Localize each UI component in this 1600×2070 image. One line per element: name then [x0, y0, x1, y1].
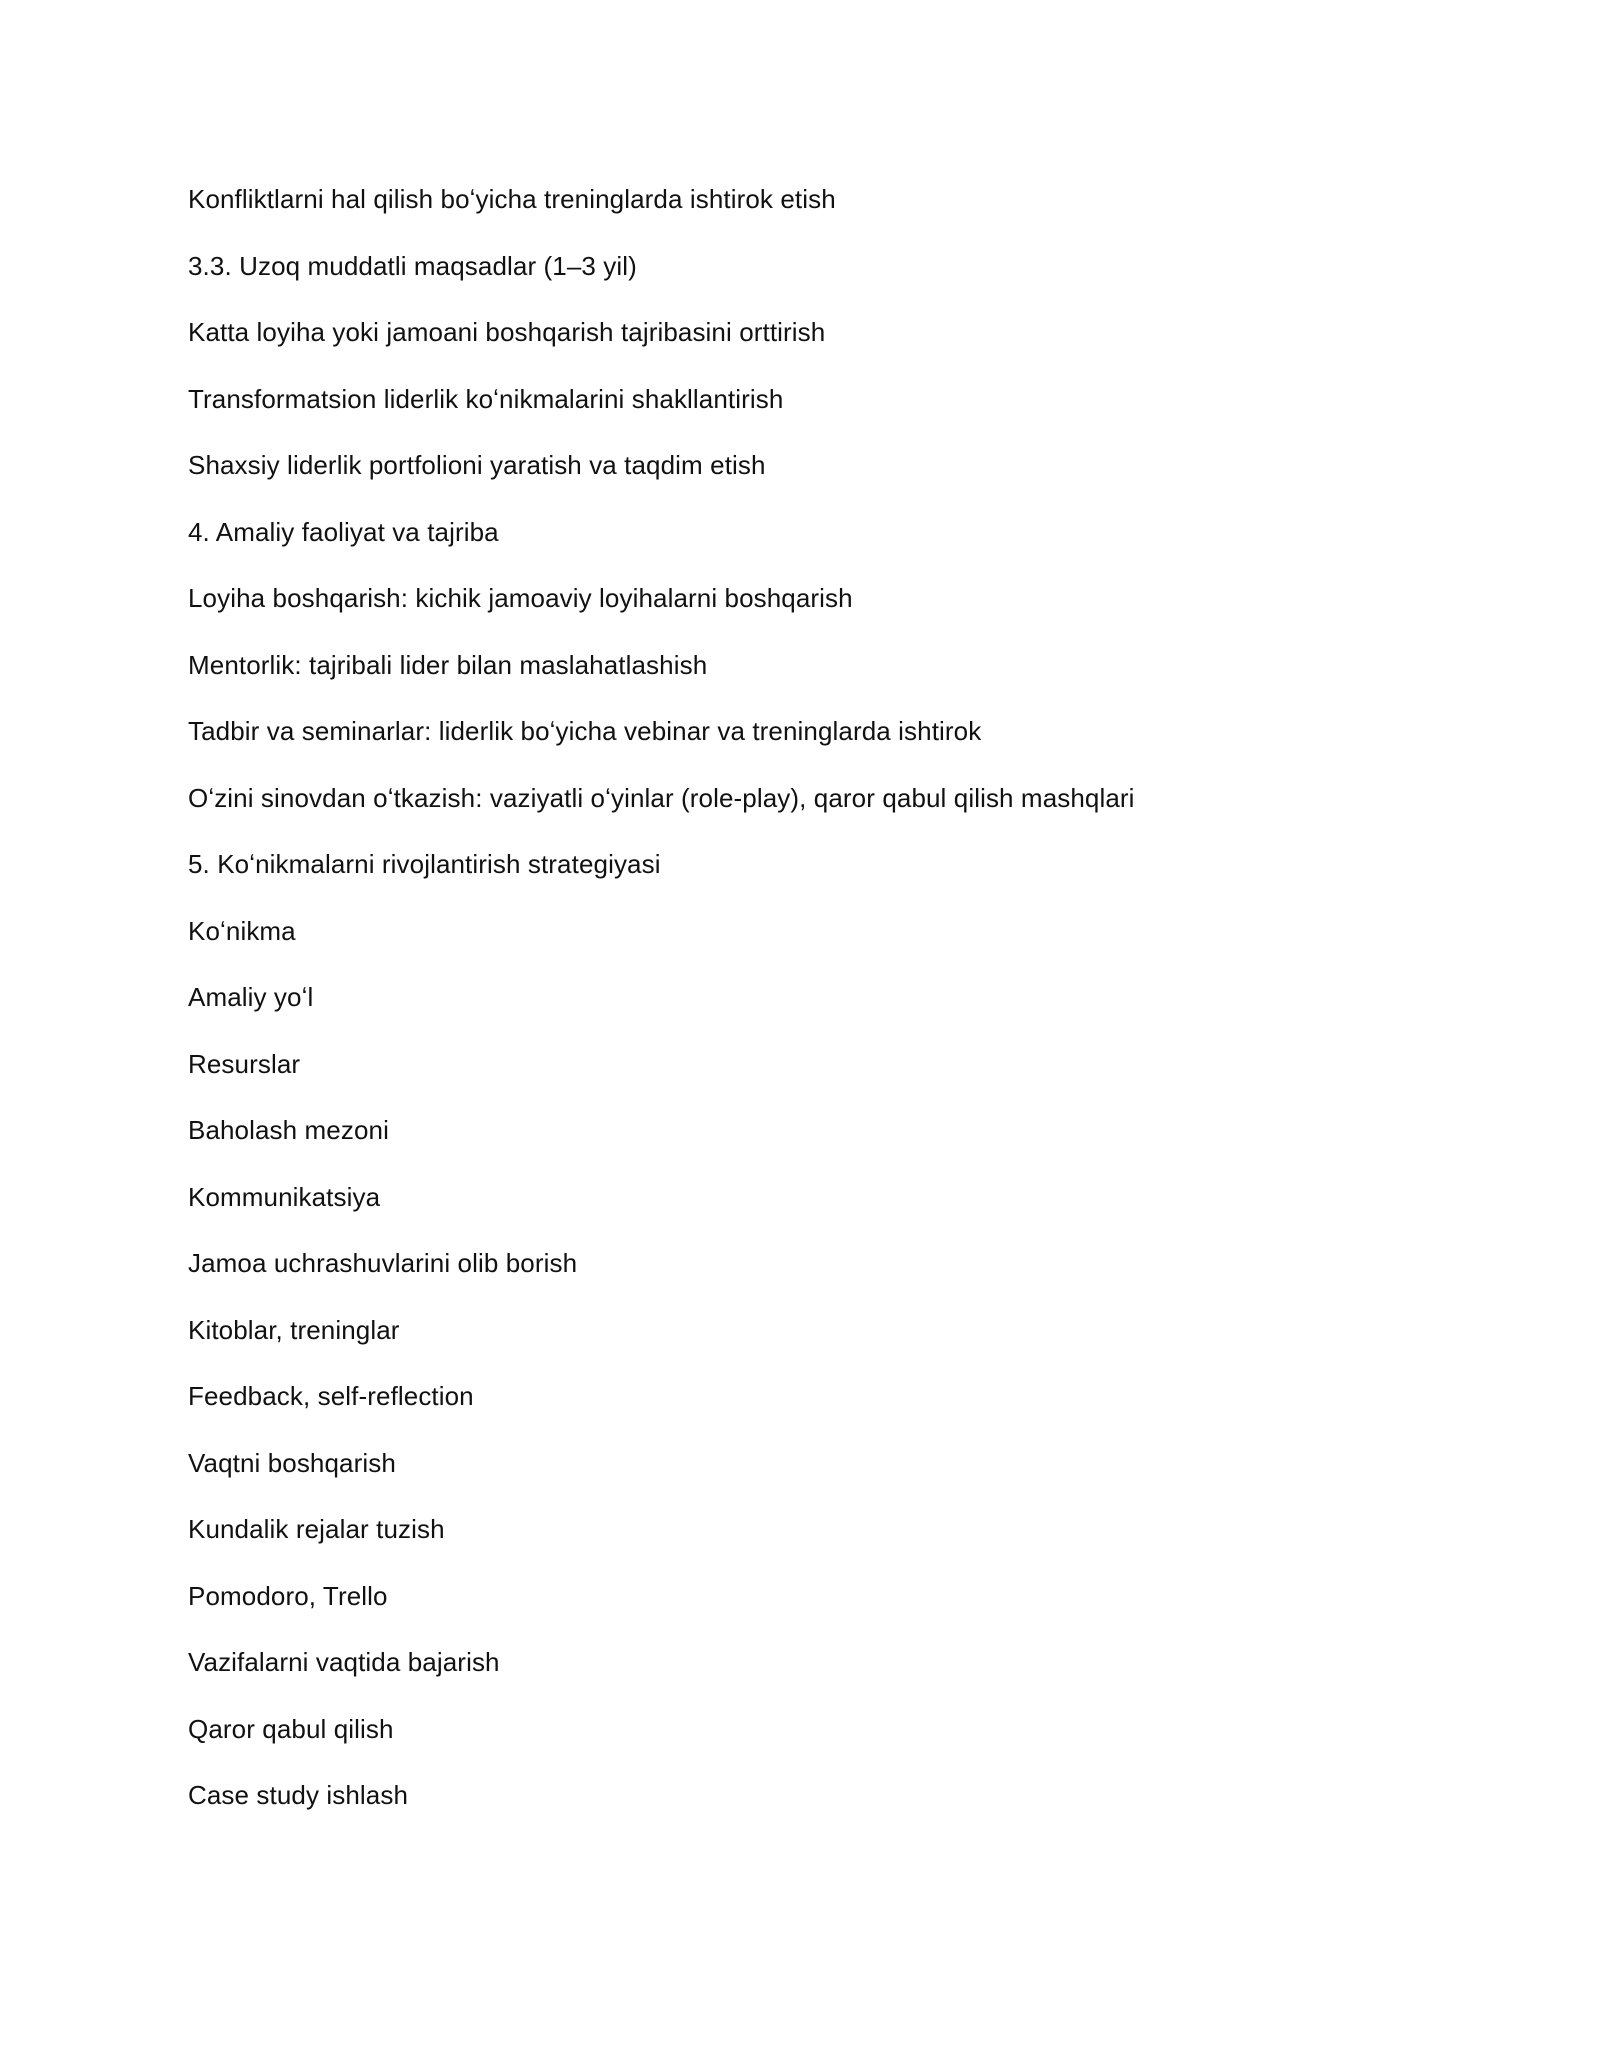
document-body — [188, 184, 1488, 1847]
table-cell-time-management: Vaqtni boshqarish — [188, 1447, 396, 1478]
table-header-skill: Koʻnikma — [188, 915, 296, 946]
table-cell-daily-plans: Kundalik rejalar tuzish — [188, 1514, 445, 1544]
paragraph-self-testing: Oʻzini sinovdan oʻtkazish: vaziyatli oʻyinlar (role-play), qaror qabul qilish mashqlari — [188, 782, 1135, 813]
section-heading-practical-activity: 4. Amaliy faoliyat va tajriba — [188, 516, 499, 547]
table-cell-case-study: Case study ishlash — [188, 1780, 409, 1810]
table-cell-communication: Kommunikatsiya — [188, 1181, 381, 1212]
table-cell-tasks-on-time: Vazifalarni vaqtida bajarish — [188, 1647, 500, 1677]
table-header-practical-way: Amaliy yoʻl — [188, 982, 314, 1012]
table-cell-decision-making: Qaror qabul qilish — [188, 1713, 394, 1744]
table-header-resources: Resurslar — [188, 1048, 301, 1079]
table-cell-team-meetings: Jamoa uchrashuvlarini olib borish — [188, 1248, 578, 1278]
table-cell-pomodoro-trello: Pomodoro, Trello — [188, 1580, 388, 1611]
paragraph-conflict-training: Konfliktlarni hal qilish boʻyicha treninglarda ishtirok etish — [188, 184, 836, 214]
paragraph-leadership-portfolio: Shaxsiy liderlik portfolioni yaratish va taqdim etish — [188, 450, 766, 480]
table-header-evaluation-criteria: Baholash mezoni — [188, 1115, 389, 1145]
table-cell-books-trainings: Kitoblar, treninglar — [188, 1314, 400, 1345]
paragraph-mentorship: Mentorlik: tajribali lider bilan maslahatlashish — [188, 649, 708, 680]
paragraph-project-management: Loyiha boshqarish: kichik jamoaviy loyihalarni boshqarish — [188, 583, 853, 613]
paragraph-transformational-leadership: Transformatsion liderlik koʻnikmalarini shakllantirish — [188, 383, 784, 414]
table-cell-feedback: Feedback, self-reflection — [188, 1381, 474, 1411]
paragraph-project-management-experience: Katta loyiha yoki jamoani boshqarish tajribasini orttirish — [188, 317, 826, 347]
paragraph-events-seminars: Tadbir va seminarlar: liderlik boʻyicha vebinar va treninglarda ishtirok — [188, 716, 982, 746]
section-heading-skills-strategy: 5. Koʻnikmalarni rivojlantirish strategiyasi — [188, 849, 661, 879]
section-heading-long-term-goals: 3.3. Uzoq muddatli maqsadlar (1–3 yil) — [188, 250, 637, 281]
